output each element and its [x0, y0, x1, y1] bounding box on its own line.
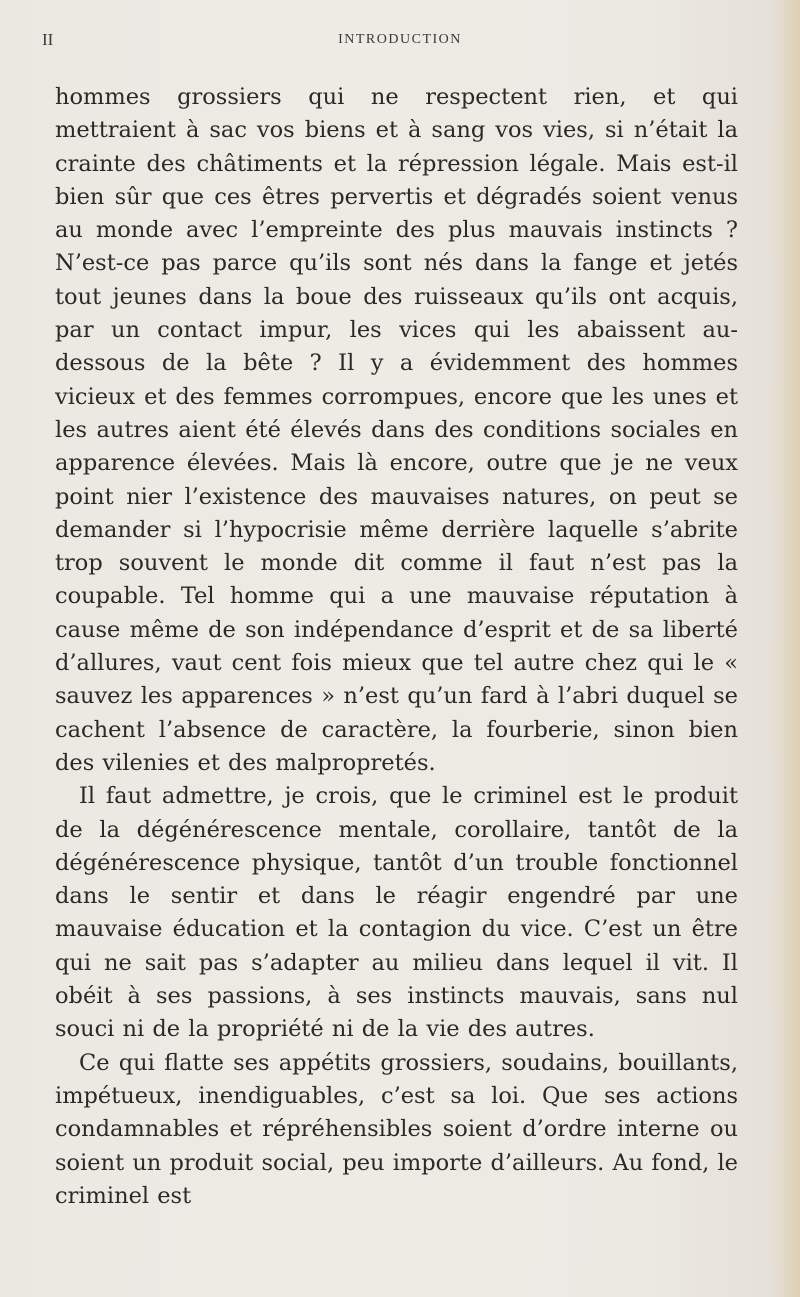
paragraph-appetits: Ce qui flatte ses appétits grossiers, soudains, bouillants, impétueux, inendiguables, c’est sa loi. Que ses actions condamnables et répréhensibles soient d’ordre interne ou soient un produit social, peu importe d’ailleurs. Au fond, le criminel est: [55, 1049, 738, 1209]
paragraph-criminel: Il faut admettre, je crois, que le criminel est le produit de la dégénérescence mentale, corollaire, tantôt de la dégénérescence physique, tantôt d’un trouble fonctionnel dans le sentir et dans le réagir engendré par une mauvaise éducation et la contagion du vice. C’est un être qui ne sait pas s’adapter au milieu dans lequel il vit. Il obéit à ses passions, à ses instincts mauvais, sans nul souci ni de la propriété ni de la vie des autres.: [55, 783, 738, 1043]
running-title: INTRODUCTION: [338, 32, 462, 47]
page-number: II: [42, 30, 54, 49]
paragraph-continued: hommes grossiers qui ne respectent rien, et qui mettraient à sac vos biens et à sang vos vies, si n’était la crainte des châtiments et la répression légale. Mais est-il bien sûr que ces êtres pervertis et dégradés soient venus au monde avec l’empreinte des plus mauvais instincts ? N’est-ce pas parce qu’ils sont nés dans la fange et jetés tout jeunes dans la boue des ruisseaux qu’ils ont acquis, par un contact impur, les vices qui les abaissent au-dessous de la bête ? Il y a évidemment des hommes vicieux et des femmes corrompues, encore que les unes et les autres aient été élevés dans des conditions sociales en apparence élevées. Mais là encore, outre que je ne veux point nier l’existence des mauvaises natures, on peut se demander si l’hypocrisie même derrière laquelle s’abrite trop souvent le monde dit comme il faut n’est pas la coupable. Tel homme qui a une mauvaise réputation à cause même de son indépendance d’esprit et de sa liberté d’allures, vaut cent fois mieux que tel autre chez qui le « sauvez les apparences » n’est qu’un fard à l’abri duquel se cachent l’absence de caractère, la fourberie, sinon bien des vilenies et des malpropretés.: [55, 84, 738, 776]
running-header: [42, 30, 758, 54]
body-text: [55, 81, 738, 1213]
